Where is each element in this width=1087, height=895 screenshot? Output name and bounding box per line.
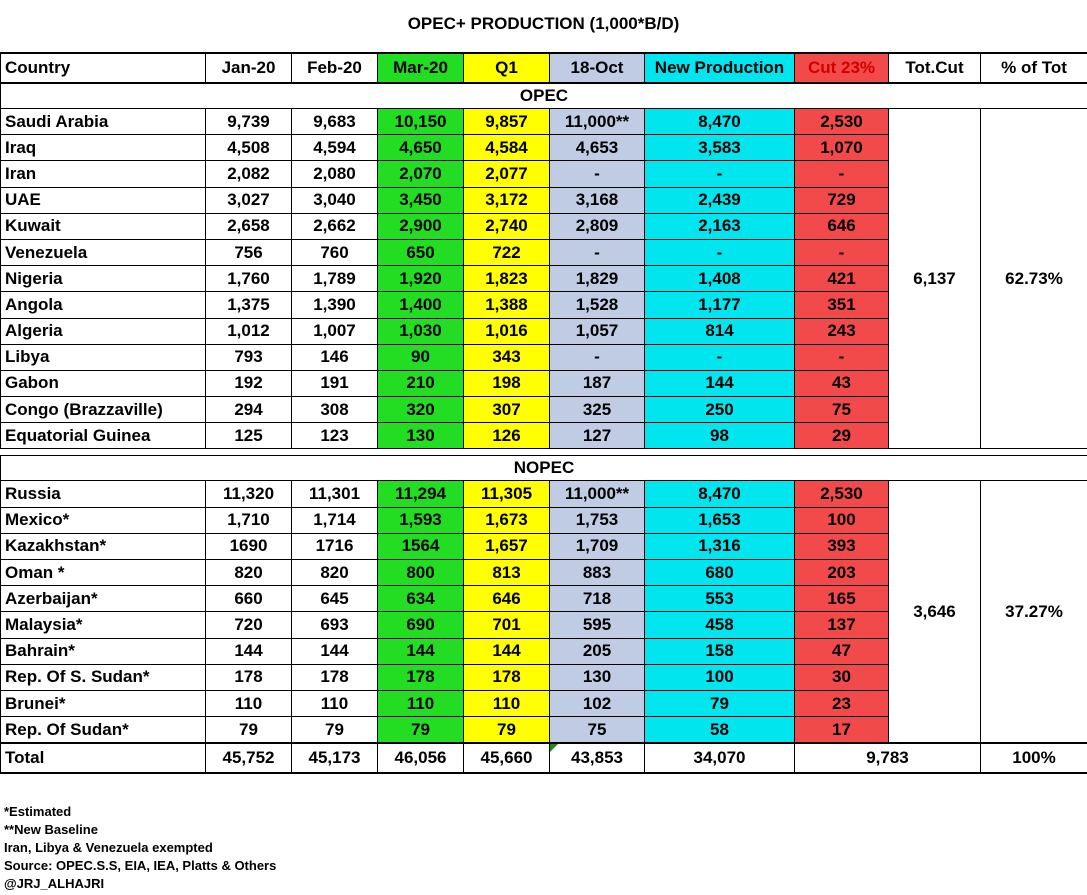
value-cell: 79 xyxy=(206,717,292,744)
total-row xyxy=(1,743,1087,773)
value-cell: 1,030 xyxy=(378,318,464,344)
nopec-totcut-cell: 3,646 xyxy=(889,481,981,743)
value-cell: 191 xyxy=(292,370,378,396)
country-cell: Kuwait xyxy=(1,213,206,239)
value-cell: 9,739 xyxy=(206,109,292,135)
value-cell: 43 xyxy=(795,370,889,396)
table-row xyxy=(1,109,1087,135)
country-cell: Algeria xyxy=(1,318,206,344)
value-cell: 3,583 xyxy=(645,135,795,161)
country-cell: Azerbaijan* xyxy=(1,586,206,612)
value-cell: 2,740 xyxy=(464,213,550,239)
value-cell: - xyxy=(645,239,795,265)
value-cell: 1,012 xyxy=(206,318,292,344)
value-cell: 1,390 xyxy=(292,292,378,318)
table-body xyxy=(1,83,1087,773)
value-cell: 1,823 xyxy=(464,266,550,292)
value-cell: 144 xyxy=(206,638,292,664)
value-cell: 720 xyxy=(206,612,292,638)
value-cell: 820 xyxy=(292,560,378,586)
note-source: Source: OPEC.S.S, EIA, IEA, Platts & Others xyxy=(4,858,277,873)
total-value-cell: 45,752 xyxy=(206,743,292,773)
value-cell: - xyxy=(550,239,645,265)
value-cell: 102 xyxy=(550,690,645,716)
value-cell: 79 xyxy=(645,690,795,716)
value-cell: 1,375 xyxy=(206,292,292,318)
country-cell: Russia xyxy=(1,481,206,507)
note-handle: @JRJ_ALHAJRI xyxy=(4,876,105,891)
header-totcut: Tot.Cut xyxy=(889,53,981,83)
opec-section-label: OPEC xyxy=(1,83,1087,109)
header-feb20: Feb-20 xyxy=(292,53,378,83)
value-cell: 4,508 xyxy=(206,135,292,161)
value-cell: 1,593 xyxy=(378,507,464,533)
value-cell: 307 xyxy=(464,397,550,423)
opec-totcut-cell: 6,137 xyxy=(889,109,981,449)
value-cell: 9,683 xyxy=(292,109,378,135)
header-q1: Q1 xyxy=(464,53,550,83)
country-cell: Malaysia* xyxy=(1,612,206,638)
value-cell: 1,920 xyxy=(378,266,464,292)
note-baseline: **New Baseline xyxy=(4,822,98,837)
value-cell: 1,007 xyxy=(292,318,378,344)
value-cell: 325 xyxy=(550,397,645,423)
value-cell: 110 xyxy=(292,690,378,716)
value-cell: - xyxy=(645,161,795,187)
header-18oct: 18-Oct xyxy=(550,53,645,83)
value-cell: 144 xyxy=(378,638,464,664)
value-cell: 130 xyxy=(550,664,645,690)
value-cell: 595 xyxy=(550,612,645,638)
note-estimated: *Estimated xyxy=(4,804,72,819)
value-cell: 1,400 xyxy=(378,292,464,318)
value-cell: - xyxy=(550,161,645,187)
value-cell: 646 xyxy=(464,586,550,612)
value-cell: 110 xyxy=(206,690,292,716)
value-cell: - xyxy=(795,161,889,187)
value-cell: 250 xyxy=(645,397,795,423)
value-cell: 393 xyxy=(795,533,889,559)
value-cell: 3,450 xyxy=(378,187,464,213)
value-cell: 75 xyxy=(550,717,645,744)
value-cell: 125 xyxy=(206,423,292,449)
opec-section-row xyxy=(1,83,1087,109)
value-cell: 79 xyxy=(378,717,464,744)
value-cell: 813 xyxy=(464,560,550,586)
value-cell: 814 xyxy=(645,318,795,344)
value-cell: 158 xyxy=(645,638,795,664)
value-cell: - xyxy=(795,239,889,265)
value-cell: 680 xyxy=(645,560,795,586)
value-cell: 17 xyxy=(795,717,889,744)
header-row xyxy=(1,53,1087,83)
value-cell: 198 xyxy=(464,370,550,396)
country-cell: Iraq xyxy=(1,135,206,161)
value-cell: 294 xyxy=(206,397,292,423)
value-cell: 2,530 xyxy=(795,481,889,507)
value-cell: 4,650 xyxy=(378,135,464,161)
value-cell: 646 xyxy=(795,213,889,239)
value-cell: 100 xyxy=(795,507,889,533)
value-cell: 11,000** xyxy=(550,481,645,507)
nopec-pct-cell: 37.27% xyxy=(981,481,1087,743)
header-mar20: Mar-20 xyxy=(378,53,464,83)
value-cell: 4,584 xyxy=(464,135,550,161)
value-cell: 820 xyxy=(206,560,292,586)
notes xyxy=(4,803,276,893)
value-cell: 144 xyxy=(645,370,795,396)
value-cell: 2,070 xyxy=(378,161,464,187)
value-cell: 1,388 xyxy=(464,292,550,318)
value-cell: 1,177 xyxy=(645,292,795,318)
value-cell: 421 xyxy=(795,266,889,292)
value-cell: 1,673 xyxy=(464,507,550,533)
value-cell: 210 xyxy=(378,370,464,396)
value-cell: 58 xyxy=(645,717,795,744)
value-cell: 800 xyxy=(378,560,464,586)
value-cell: 165 xyxy=(795,586,889,612)
value-cell: 660 xyxy=(206,586,292,612)
value-cell: 2,163 xyxy=(645,213,795,239)
value-cell: 10,150 xyxy=(378,109,464,135)
country-cell: Rep. Of S. Sudan* xyxy=(1,664,206,690)
value-cell: 553 xyxy=(645,586,795,612)
value-cell: 458 xyxy=(645,612,795,638)
value-cell: 1,789 xyxy=(292,266,378,292)
value-cell: 178 xyxy=(378,664,464,690)
value-cell: 2,439 xyxy=(645,187,795,213)
value-cell: 3,172 xyxy=(464,187,550,213)
value-cell: 146 xyxy=(292,344,378,370)
value-cell: 722 xyxy=(464,239,550,265)
value-cell: 110 xyxy=(378,690,464,716)
value-cell: 2,658 xyxy=(206,213,292,239)
spacer-cell xyxy=(1,449,1087,456)
value-cell: 8,470 xyxy=(645,109,795,135)
value-cell: 2,077 xyxy=(464,161,550,187)
country-cell: Rep. Of Sudan* xyxy=(1,717,206,744)
value-cell: 178 xyxy=(292,664,378,690)
value-cell: 308 xyxy=(292,397,378,423)
value-cell: 760 xyxy=(292,239,378,265)
total-value-cell: 45,660 xyxy=(464,743,550,773)
value-cell: 2,530 xyxy=(795,109,889,135)
value-cell: 1,829 xyxy=(550,266,645,292)
value-cell: 126 xyxy=(464,423,550,449)
value-cell: 90 xyxy=(378,344,464,370)
value-cell: 11,305 xyxy=(464,481,550,507)
value-cell: 793 xyxy=(206,344,292,370)
value-cell: 2,809 xyxy=(550,213,645,239)
value-cell: 4,653 xyxy=(550,135,645,161)
value-cell: 690 xyxy=(378,612,464,638)
value-cell: 23 xyxy=(795,690,889,716)
value-cell: 137 xyxy=(795,612,889,638)
value-cell: 75 xyxy=(795,397,889,423)
value-cell: 187 xyxy=(550,370,645,396)
value-cell: 123 xyxy=(292,423,378,449)
value-cell: 650 xyxy=(378,239,464,265)
total-cut-cell: 9,783 xyxy=(795,743,981,773)
value-cell: 1,070 xyxy=(795,135,889,161)
total-value-cell: 46,056 xyxy=(378,743,464,773)
country-cell: Venezuela xyxy=(1,239,206,265)
value-cell: 29 xyxy=(795,423,889,449)
nopec-section-label: NOPEC xyxy=(1,456,1087,481)
value-cell: 320 xyxy=(378,397,464,423)
value-cell: 645 xyxy=(292,586,378,612)
value-cell: 98 xyxy=(645,423,795,449)
country-cell: Oman * xyxy=(1,560,206,586)
value-cell: 1,657 xyxy=(464,533,550,559)
value-cell: 11,000** xyxy=(550,109,645,135)
value-cell: 243 xyxy=(795,318,889,344)
value-cell: 634 xyxy=(378,586,464,612)
value-cell: 1,710 xyxy=(206,507,292,533)
value-cell: 11,320 xyxy=(206,481,292,507)
value-cell: - xyxy=(795,344,889,370)
header-cut: Cut 23% xyxy=(795,53,889,83)
value-cell: 8,470 xyxy=(645,481,795,507)
value-cell: 1564 xyxy=(378,533,464,559)
opec-pct-cell: 62.73% xyxy=(981,109,1087,449)
nopec-section-row xyxy=(1,456,1087,481)
value-cell: 1,714 xyxy=(292,507,378,533)
spacer-row xyxy=(1,449,1087,456)
country-cell: Libya xyxy=(1,344,206,370)
total-pct-cell: 100% xyxy=(981,743,1087,773)
value-cell: 3,040 xyxy=(292,187,378,213)
table-row xyxy=(1,481,1087,507)
value-cell: 192 xyxy=(206,370,292,396)
value-cell: 756 xyxy=(206,239,292,265)
table-title: OPEC+ PRODUCTION (1,000*B/D) xyxy=(407,14,680,33)
value-cell: 11,301 xyxy=(292,481,378,507)
value-cell: 1,016 xyxy=(464,318,550,344)
value-cell: 1,709 xyxy=(550,533,645,559)
total-value-cell: 45,173 xyxy=(292,743,378,773)
value-cell: 100 xyxy=(645,664,795,690)
value-cell: 2,082 xyxy=(206,161,292,187)
header-country: Country xyxy=(1,53,206,83)
value-cell: 718 xyxy=(550,586,645,612)
total-label: Total xyxy=(1,743,206,773)
value-cell: 130 xyxy=(378,423,464,449)
value-cell: 203 xyxy=(795,560,889,586)
country-cell: Iran xyxy=(1,161,206,187)
value-cell: 693 xyxy=(292,612,378,638)
value-cell: 343 xyxy=(464,344,550,370)
country-cell: Equatorial Guinea xyxy=(1,423,206,449)
total-value-cell: 43,853 xyxy=(550,743,645,773)
value-cell: 883 xyxy=(550,560,645,586)
value-cell: 178 xyxy=(206,664,292,690)
value-cell: 4,594 xyxy=(292,135,378,161)
value-cell: 9,857 xyxy=(464,109,550,135)
value-cell: - xyxy=(645,344,795,370)
value-cell: 127 xyxy=(550,423,645,449)
header-pct: % of Tot xyxy=(981,53,1087,83)
value-cell: 79 xyxy=(464,717,550,744)
value-cell: 1,760 xyxy=(206,266,292,292)
value-cell: 47 xyxy=(795,638,889,664)
value-cell: 11,294 xyxy=(378,481,464,507)
value-cell: - xyxy=(550,344,645,370)
value-cell: 701 xyxy=(464,612,550,638)
value-cell: 351 xyxy=(795,292,889,318)
value-cell: 144 xyxy=(464,638,550,664)
country-cell: Brunei* xyxy=(1,690,206,716)
value-cell: 3,168 xyxy=(550,187,645,213)
country-cell: Bahrain* xyxy=(1,638,206,664)
country-cell: UAE xyxy=(1,187,206,213)
value-cell: 205 xyxy=(550,638,645,664)
country-cell: Angola xyxy=(1,292,206,318)
value-cell: 1716 xyxy=(292,533,378,559)
value-cell: 110 xyxy=(464,690,550,716)
total-value-cell: 34,070 xyxy=(645,743,795,773)
value-cell: 30 xyxy=(795,664,889,690)
value-cell: 1,408 xyxy=(645,266,795,292)
country-cell: Saudi Arabia xyxy=(1,109,206,135)
country-cell: Gabon xyxy=(1,370,206,396)
value-cell: 1,653 xyxy=(645,507,795,533)
value-cell: 2,662 xyxy=(292,213,378,239)
country-cell: Nigeria xyxy=(1,266,206,292)
value-cell: 729 xyxy=(795,187,889,213)
value-cell: 1,528 xyxy=(550,292,645,318)
value-cell: 1,316 xyxy=(645,533,795,559)
value-cell: 2,080 xyxy=(292,161,378,187)
value-cell: 3,027 xyxy=(206,187,292,213)
country-cell: Kazakhstan* xyxy=(1,533,206,559)
value-cell: 1,753 xyxy=(550,507,645,533)
country-cell: Mexico* xyxy=(1,507,206,533)
production-table xyxy=(0,52,1087,774)
header-new-production: New Production xyxy=(645,53,795,83)
header-jan20: Jan-20 xyxy=(206,53,292,83)
value-cell: 1690 xyxy=(206,533,292,559)
value-cell: 178 xyxy=(464,664,550,690)
country-cell: Congo (Brazzaville) xyxy=(1,397,206,423)
value-cell: 2,900 xyxy=(378,213,464,239)
value-cell: 1,057 xyxy=(550,318,645,344)
value-cell: 79 xyxy=(292,717,378,744)
note-exempted: Iran, Libya & Venezuela exempted xyxy=(4,840,213,855)
value-cell: 144 xyxy=(292,638,378,664)
